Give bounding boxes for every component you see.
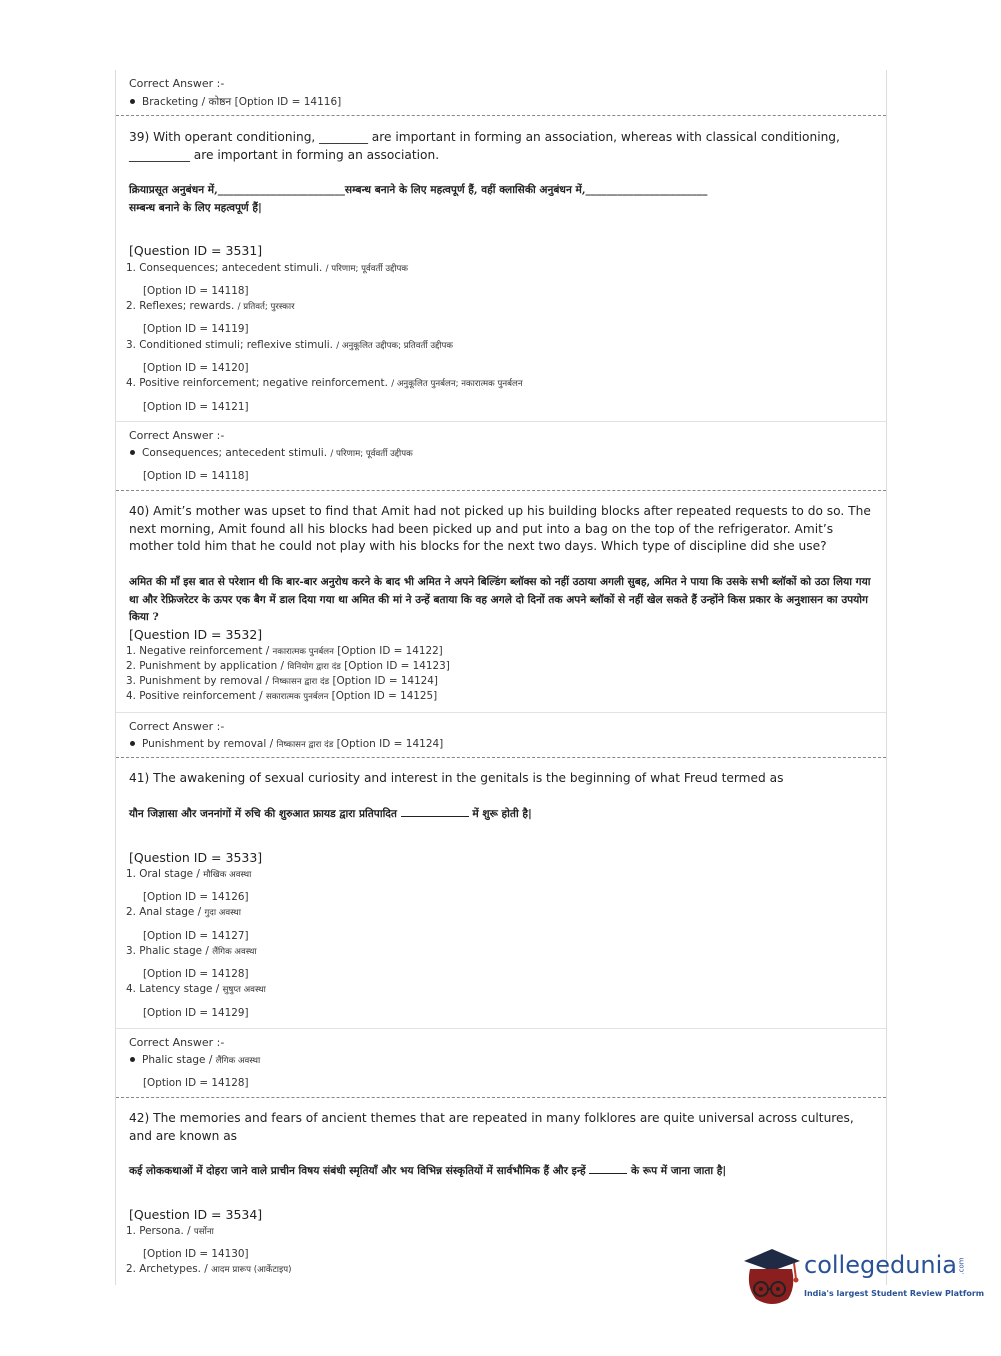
option-text: 1. Oral stage / <box>126 868 200 880</box>
q39-option-3-id: [Option ID = 14120] <box>143 362 249 374</box>
question-41-text: 41) The awakening of sexual curiosity and interest in the genitals is the beginning of what Freud termed as <box>129 771 784 785</box>
option-hindi: / प्रतिवर्त; पुरस्कार <box>237 302 295 312</box>
option-hindi: विनियोग द्वारा दंड <box>287 662 341 672</box>
question-39-hindi-line1: क्रियाप्रसूत अनुबंधन में,________________________सम्बन्ध बनाने के लिए महत्वपूर्ण हैं, वहीं क्लासिकी अनुबंधन में,_______________________ <box>129 184 708 196</box>
question-42-id: [Question ID = 3534] <box>129 1207 263 1222</box>
option-hindi: गुदा अवस्था <box>204 908 242 918</box>
q39-answer-block <box>116 421 886 491</box>
answer-hindi: निष्कासन द्वारा दंड <box>276 740 334 750</box>
brand-text: collegedunia <box>804 1251 958 1279</box>
option-text: 1. Negative reinforcement / <box>126 645 270 657</box>
question-42-text: 42) The memories and fears of ancient themes that are repeated in many folklores are quite universal across cultures, and are known as <box>129 1111 854 1143</box>
answer-text: Punishment by removal / <box>142 738 274 750</box>
question-40-hindi: अमित की माँ इस बात से परेशान थी कि बार-बार अनुरोध करने के बाद भी अमित ने अपने बिल्डिंग ब्लॉक्स को नहीं उठाया अगली सुबह, अमित ने पाया कि उसके सभी ब्लॉकों को उठा लिया गया था और रेफ्रिजरेटर के ऊपर एक बैग में डाल दिया गया था अमित की मां ने उन्हें बताया कि वह अगले दो दिनों तक अपने ब्लॉकों से नहीं खेल सकते हैं उन्होंने किस प्रकार के अनुशासन का उपयोग किया ? <box>129 576 871 623</box>
hindi-part: यौन जिज्ञासा और जननांगों में रुचि की शुरुआत फ्रायड द्वारा प्रतिपादित <box>129 808 397 820</box>
bullet-icon <box>130 741 135 746</box>
answer-hindi: / परिणाम; पूर्ववर्ती उद्दीपक <box>330 449 413 459</box>
answer-blank <box>401 816 469 817</box>
brand-com: .com <box>957 1257 966 1275</box>
prev-correct-answer-label: Correct Answer :- <box>129 77 225 90</box>
divider <box>116 757 886 758</box>
option-id: [Option ID = 14123] <box>344 660 450 672</box>
hindi-part: में शुरू होती है| <box>472 808 532 820</box>
question-39-text: 39) With operant conditioning, ________ are important in forming an association, whereas with classical conditioning, __________ are important in forming an association. <box>129 130 840 162</box>
option-id: [Option ID = 14124] <box>332 675 438 687</box>
option-text: 2. Punishment by application / <box>126 660 285 672</box>
q39-option-4 <box>126 377 523 389</box>
option-text: 2. Archetypes. / <box>126 1263 208 1275</box>
option-text: 3. Conditioned stimuli; reflexive stimuli. <box>126 339 333 351</box>
q39-option-1-id: [Option ID = 14118] <box>143 285 249 297</box>
brand-name <box>804 1251 970 1279</box>
question-40-text: 40) Amit’s mother was upset to find that Amit had not picked up his building blocks after repeated requests to do so. The next morning, Amit found all his blocks had been picked up and put into a bag on the top of the refrigerator. Amit’s mother told him that he could not play with his blocks for the next two days. Which type of discipline did she use? <box>129 504 871 553</box>
correct-answer-label: Correct Answer :- <box>129 429 225 442</box>
q39-option-3 <box>126 339 453 351</box>
q39-correct-answer <box>129 447 413 459</box>
option-hindi: निष्कासन द्वारा दंड <box>272 677 330 687</box>
q39-option-1 <box>126 262 408 274</box>
option-hindi: पर्सोना <box>193 1227 214 1237</box>
q40-answer-block <box>116 712 886 758</box>
q39-answer-id: [Option ID = 14118] <box>143 470 249 482</box>
option-text: 4. Latency stage / <box>126 983 220 995</box>
q41-correct-answer <box>129 1054 260 1066</box>
option-hindi: नकारात्मक पुनर्बलन <box>272 647 334 657</box>
option-text: 2. Anal stage / <box>126 906 202 918</box>
q40-option-2 <box>126 660 450 672</box>
prev-answer-text: Bracketing / कोष्ठन [Option ID = 14116] <box>142 96 342 108</box>
q39-option-4-id: [Option ID = 14121] <box>143 401 249 413</box>
q42-option-1-id: [Option ID = 14130] <box>143 1248 249 1260</box>
answer-text: Phalic stage / <box>142 1054 213 1066</box>
divider <box>116 1097 886 1098</box>
question-41-hindi <box>129 806 874 824</box>
document-page <box>115 70 887 1285</box>
mascot-icon <box>742 1247 802 1309</box>
bullet-icon <box>130 450 135 455</box>
question-42-hindi <box>129 1163 874 1181</box>
option-text: 3. Phalic stage / <box>126 945 209 957</box>
option-text: 1. Consequences; antecedent stimuli. <box>126 262 323 274</box>
q39-option-2-id: [Option ID = 14119] <box>143 323 249 335</box>
brand-tagline: India's largest Student Review Platform <box>804 1289 985 1298</box>
option-hindi: मौखिक अवस्था <box>203 870 252 880</box>
q40-option-4 <box>126 690 437 702</box>
q41-option-2-id: [Option ID = 14127] <box>143 930 249 942</box>
answer-id: [Option ID = 14124] <box>336 738 444 750</box>
correct-answer-label: Correct Answer :- <box>129 720 225 733</box>
divider <box>116 115 886 116</box>
option-hindi: सकारात्मक पुनर्बलन <box>265 692 329 702</box>
q41-option-2 <box>126 906 241 918</box>
q41-option-4 <box>126 983 266 995</box>
q41-option-1-id: [Option ID = 14126] <box>143 891 249 903</box>
option-hindi: आदम प्रारूप (आर्केटाइप) <box>211 1265 292 1275</box>
correct-answer-label: Correct Answer :- <box>129 1036 225 1049</box>
collegedunia-logo <box>742 1247 985 1309</box>
option-hindi: / अनुकूलित पुनर्बलन; नकारात्मक पुनर्बलन <box>391 379 523 389</box>
question-39-id: [Question ID = 3531] <box>129 243 263 258</box>
q40-correct-answer <box>129 738 443 750</box>
q39-option-2 <box>126 300 295 312</box>
question-40-id: [Question ID = 3532] <box>129 627 263 642</box>
option-text: 4. Positive reinforcement / <box>126 690 263 702</box>
q40-option-1 <box>126 645 443 657</box>
bullet-icon <box>130 99 135 104</box>
question-39-hindi-line2: सम्बन्ध बनाने के लिए महत्वपूर्ण हैं| <box>129 202 262 214</box>
q42-option-2 <box>126 1263 291 1275</box>
option-hindi: / अनुकूलित उद्दीपक; प्रतिवर्ती उद्दीपक <box>336 341 453 351</box>
question-41-id: [Question ID = 3533] <box>129 850 263 865</box>
option-hindi: सुषुप्त अवस्था <box>222 985 266 995</box>
hindi-part: के रूप में जाना जाता है| <box>631 1165 727 1177</box>
answer-hindi: लैंगिक अवस्था <box>215 1056 261 1066</box>
answer-blank <box>589 1173 627 1174</box>
bullet-icon <box>130 1057 135 1062</box>
q41-option-4-id: [Option ID = 14129] <box>143 1007 249 1019</box>
q41-answer-id: [Option ID = 14128] <box>143 1077 249 1089</box>
divider <box>116 490 886 491</box>
q42-option-1 <box>126 1225 214 1237</box>
option-text: 3. Punishment by removal / <box>126 675 270 687</box>
option-text: 1. Persona. / <box>126 1225 191 1237</box>
option-id: [Option ID = 14125] <box>331 690 438 702</box>
option-hindi: लैंगिक अवस्था <box>212 947 257 957</box>
option-text: 2. Reflexes; rewards. <box>126 300 235 312</box>
hindi-part: कई लोककथाओं में दोहरा जाने वाले प्राचीन विषय संबंधी स्मृतियाँ और भय विभिन्न संस्कृतियों में सार्वभौमिक हैं और इन्हें <box>129 1165 586 1177</box>
q41-option-1 <box>126 868 251 880</box>
answer-text: Consequences; antecedent stimuli. <box>142 447 328 459</box>
option-hindi: / परिणाम; पूर्ववर्ती उद्दीपक <box>325 264 408 274</box>
q41-option-3-id: [Option ID = 14128] <box>143 968 249 980</box>
option-text: 4. Positive reinforcement; negative reinforcement. <box>126 377 388 389</box>
option-id: [Option ID = 14122] <box>337 645 443 657</box>
q41-option-3 <box>126 945 257 957</box>
prev-correct-answer <box>129 95 341 109</box>
q41-answer-block <box>116 1028 886 1098</box>
q40-option-3 <box>126 675 438 687</box>
